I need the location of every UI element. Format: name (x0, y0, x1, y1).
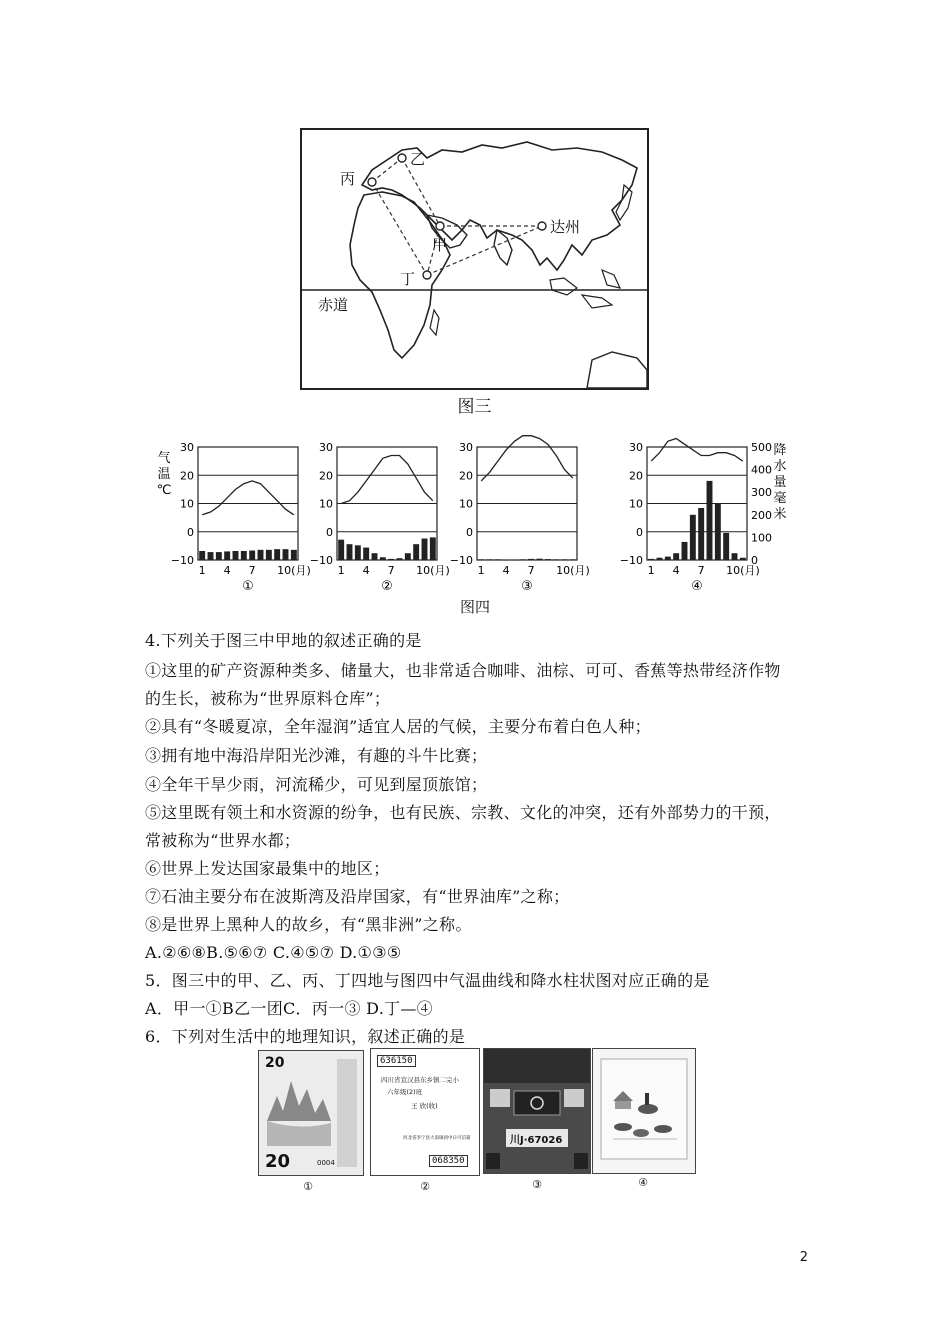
precip-tick-label: 0 (751, 554, 758, 567)
temp-tick-label: 20 (629, 469, 643, 483)
precip-bar (338, 540, 344, 560)
label-equator: 赤道 (318, 296, 349, 314)
precip-bar (241, 551, 247, 560)
page-number: 2 (799, 1250, 808, 1265)
month-tick-label: 4 (672, 564, 680, 577)
label-ding: 丁 (400, 270, 416, 288)
envelope-line: 四川省宣汉县东乡镇二完小 (381, 1076, 459, 1084)
temp-tick-label: 0 (187, 525, 194, 539)
precip-bar (363, 548, 369, 560)
temp-tick-label: 20 (459, 469, 473, 483)
envelope-postcode-top: 636150 (377, 1055, 416, 1067)
precip-bar (397, 558, 403, 560)
precip-bar (274, 549, 280, 560)
precip-bar (648, 559, 654, 560)
precip-bar (355, 545, 361, 560)
precip-bar (673, 553, 679, 560)
month-tick-label: 10(月) (726, 564, 760, 577)
q4-item: ③拥有地中海沿岸阳光沙滩，有趣的斗牛比赛； (145, 746, 488, 765)
figure3-caption: 图三 (457, 397, 492, 417)
precip-bar (372, 553, 378, 560)
chart-number-label: ④ (691, 579, 703, 592)
precip-bar (665, 557, 671, 560)
temperature-line (651, 439, 743, 462)
month-tick-label: 1 (337, 564, 345, 577)
temp-tick-label: 0 (466, 525, 473, 539)
precip-axis-title-char: 量 (773, 475, 787, 490)
month-tick-label: 7 (527, 564, 535, 577)
precip-bar (495, 559, 501, 560)
precip-bar (740, 558, 746, 560)
precip-bar (233, 551, 239, 560)
temp-tick-label: −10 (170, 554, 194, 567)
precip-bar (388, 559, 394, 560)
figure3-map (300, 128, 649, 390)
q4-item: ①这里的矿产资源种类多、储量大，也非常适合咖啡、油棕、可可、香蕉等热带经济作物 (145, 661, 781, 680)
q4-item: 的生长，被称为“世界原料仓库”； (145, 689, 391, 708)
temp-tick-label: −10 (619, 554, 643, 567)
precip-bar (405, 553, 411, 560)
precip-bar (562, 559, 568, 560)
temp-axis-title-char: 温 (157, 467, 171, 482)
temperature-line (341, 456, 433, 504)
precip-tick-label: 400 (751, 463, 772, 477)
precip-bar (503, 560, 509, 561)
precip-axis-title-char: 毫 (773, 491, 787, 506)
q4-item: ⑥世界上发达国家最集中的地区； (145, 859, 390, 878)
precip-bar (512, 560, 518, 561)
precip-axis-title-char: 米 (773, 507, 787, 522)
precip-bar (249, 551, 255, 560)
month-tick-label: 7 (697, 564, 705, 577)
precip-bar (422, 539, 428, 560)
license-plate: 川J·67026 (510, 1135, 563, 1146)
precip-bar (707, 481, 713, 560)
month-tick-label: 7 (387, 564, 395, 577)
q6-stem: 6．下列对生活中的地理知识，叙述正确的是 (145, 1027, 466, 1046)
photo-painting (592, 1048, 696, 1174)
month-tick-label: 4 (362, 564, 370, 577)
precip-bar (216, 552, 222, 560)
label-jia: 甲 (432, 236, 448, 254)
q4-stem: 4.下列关于图三中甲地的叙述正确的是 (145, 631, 422, 650)
photo-label: ③ (532, 1178, 542, 1191)
chart-number-label: ① (242, 579, 254, 592)
banknote-value-top: 20 (265, 1055, 285, 1071)
precip-bar (283, 549, 289, 560)
climate-charts-svg (150, 432, 790, 592)
precip-bar (266, 550, 272, 560)
precip-bar (528, 559, 534, 560)
precip-bar (732, 553, 738, 560)
photo-car-plate (483, 1048, 591, 1174)
precip-bar (553, 559, 559, 560)
temp-tick-label: 20 (319, 469, 333, 483)
precip-bar (413, 544, 419, 560)
precip-bar (291, 550, 297, 560)
q4-item: ④全年干旱少雨，河流稀少，可见到屋顶旅馆； (145, 775, 488, 794)
label-dazhou: 达州 (550, 218, 581, 236)
photo-label: ④ (638, 1176, 648, 1189)
temp-tick-label: −10 (309, 554, 333, 567)
q4-item: ⑤这里既有领土和水资源的纷争，也有民族、宗教、文化的冲突，还有外部势力的干预， (145, 803, 781, 822)
precip-bar (487, 559, 493, 560)
temp-axis-title-char: ℃ (156, 483, 172, 498)
month-tick-label: 1 (647, 564, 655, 577)
route-lines (372, 158, 542, 275)
photo-banknote (258, 1050, 364, 1176)
month-tick-label: 10(月) (416, 564, 450, 577)
precip-tick-label: 200 (751, 508, 772, 522)
figure4-climate-charts (150, 432, 790, 612)
temp-tick-label: 10 (180, 497, 194, 511)
precip-bar (430, 537, 436, 560)
temp-axis-title-char: 气 (157, 451, 171, 466)
month-tick-label: 1 (198, 564, 206, 577)
temperature-line (202, 481, 294, 515)
photo-label: ② (420, 1180, 430, 1193)
precip-bar (545, 559, 551, 560)
banknote-value-bottom: 20 (265, 1151, 291, 1172)
label-bing: 丙 (340, 170, 356, 188)
precip-bar (380, 557, 386, 560)
q4-item: 常被称为“世界水都； (145, 831, 301, 850)
q5-options: A．甲一①B乙一团C．丙一③ D.丁—④ (145, 999, 433, 1018)
figure4-caption: 图四 (459, 598, 490, 616)
temp-tick-label: 10 (629, 497, 643, 511)
envelope-line: 王 欣(收) (411, 1102, 438, 1110)
q4-item: ②具有“冬暖夏凉，全年湿润”适宜人居的气候，主要分布着白色人种； (145, 717, 651, 736)
temperature-line (481, 436, 573, 481)
label-yi: 乙 (410, 150, 426, 168)
precip-bar (723, 533, 729, 560)
precip-bar (570, 559, 576, 560)
month-tick-label: 10(月) (277, 564, 311, 577)
precip-bar (347, 544, 353, 560)
precip-tick-label: 100 (751, 531, 772, 545)
month-tick-label: 4 (223, 564, 231, 577)
chart-number-label: ③ (521, 579, 533, 592)
temp-tick-label: 30 (459, 441, 473, 454)
q4-item: ⑧是世界上黑种人的故乡，有“黑非洲”之称。 (145, 915, 472, 934)
q5-stem: 5．图三中的甲、乙、丙、丁四地与图四中气温曲线和降水柱状图对应正确的是 (145, 971, 710, 990)
temp-tick-label: 0 (636, 525, 643, 539)
month-tick-label: 1 (477, 564, 485, 577)
temp-tick-label: 30 (180, 441, 194, 454)
photo-envelope (370, 1048, 480, 1176)
photo-label: ① (303, 1180, 313, 1193)
precip-bar (224, 551, 230, 560)
chart-number-label: ② (381, 579, 393, 592)
envelope-line: 六年级(2)班 (387, 1088, 423, 1096)
precip-axis-title-char: 水 (773, 459, 787, 474)
temp-tick-label: 10 (319, 497, 333, 511)
precip-bar (690, 515, 696, 560)
india-outline (494, 230, 512, 265)
location-markers (368, 154, 546, 279)
month-tick-label: 4 (502, 564, 510, 577)
precip-bar (258, 550, 264, 560)
temp-tick-label: 0 (326, 525, 333, 539)
month-tick-label: 10(月) (556, 564, 590, 577)
precip-axis-title-char: 降 (773, 443, 787, 458)
precip-bar (698, 508, 704, 560)
banknote-serial: 0004 (317, 1159, 335, 1167)
precip-bar (657, 558, 663, 560)
precip-bar (208, 552, 214, 560)
madagascar-outline (430, 310, 439, 335)
precip-tick-label: 300 (751, 486, 772, 500)
temp-tick-label: 30 (319, 441, 333, 454)
precip-bar (715, 504, 721, 561)
q4-options: A.②⑥⑧B.⑤⑥⑦ C.④⑤⑦ D.①③⑤ (145, 943, 402, 962)
precip-bar (682, 542, 688, 560)
temp-tick-label: 20 (180, 469, 194, 483)
month-tick-label: 7 (248, 564, 256, 577)
precip-bar (478, 559, 484, 560)
precip-bar (520, 559, 526, 560)
temp-tick-label: 30 (629, 441, 643, 454)
temp-tick-label: −10 (449, 554, 473, 567)
envelope-postcode-bottom: 068350 (429, 1155, 468, 1167)
precip-bar (537, 559, 543, 560)
q4-item: ⑦石油主要分布在波斯湾及沿岸国家，有“世界油库”之称； (145, 887, 570, 906)
envelope-line: 河北省李宁县大南镇初中日可信箱 (403, 1136, 471, 1141)
precip-bar (199, 551, 205, 560)
temp-tick-label: 10 (459, 497, 473, 511)
precip-tick-label: 500 (751, 441, 772, 454)
